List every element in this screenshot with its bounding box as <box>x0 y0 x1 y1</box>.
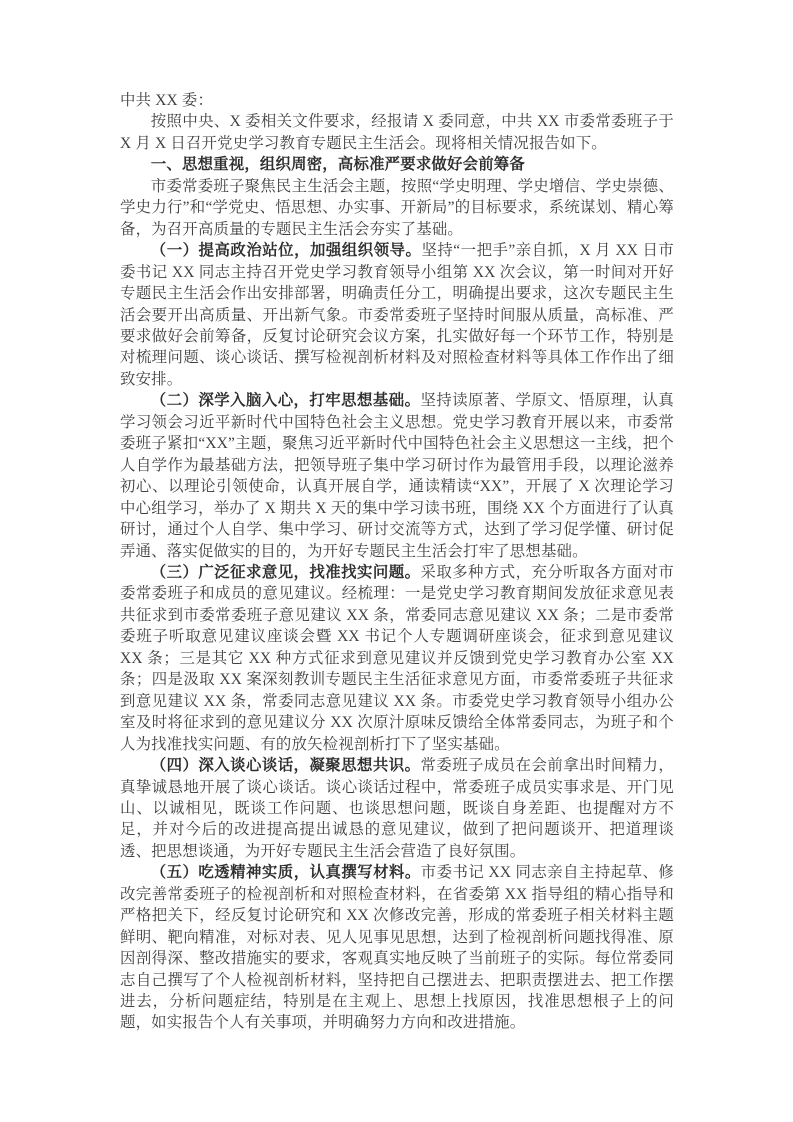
paragraph-text: 常委班子成员在会前拿出时间精力，真挚诚恳地开展了谈心谈话。谈心谈话过程中，常委班子成员实事求是、开门见山、以诚相见，既谈工作问题、也谈思想问题，既谈自身差距、也提醒对方不足，并对今后的改进提高提出诚恳的意见建议，做到了把问题谈开、把道理谈透、把思想谈通，为开好专题民主生活会营造了良好氛围。 <box>120 757 674 860</box>
paragraph-text: 采取多种方式，充分听取各方面对市委常委班子和成员的意见建议。经梳理：一是党史学习教育期间发放征求意见表共征求到市委常委班子意见建议 XX 条，常委同志意见建议 XX 条；二是市委常委班子听取意见建议座谈会暨 XX 书记个人专题调研座谈会，征求到意见建议 XX 条；三是其它 XX 种方式征求到意见建议并反馈到党史学习教育办公室 XX 条；四是汲取 XX 案深刻教训专题民主生活征求意见方面，市委常委班子共征求到意见建议 XX 条，常委同志意见建议 XX 条。市委党史学习教育领导小组办公室及时将征求到的意见建议分 XX 次原汁原味反馈给全体常委同志，为班子和个人为找准找实问题、有的放矢检视剖析打下了坚实基础。 <box>120 563 674 753</box>
body-paragraph <box>120 390 674 562</box>
paragraph-lead: （五）吃透精神实质，认真撰写材料。 <box>150 864 421 882</box>
paragraph-text: 市委常委班子聚焦民主生活会主题，按照“学史明理、学史增信、学史崇德、学史力行”和“学党史、悟思想、办实事、开新局”的目标要求，系统谋划、精心筹备，为召开高质量的专题民主生活会夯实了基础。 <box>120 177 674 238</box>
paragraph-lead: （三）广泛征求意见，找准找实问题。 <box>150 563 421 581</box>
paragraph-lead: （一）提高政治站位，加强组织领导。 <box>150 242 422 260</box>
paragraph-text: 市委书记 XX 同志亲自主持起草、修改完善常委班子的检视剖析和对照检查材料，在省委第 XX 指导组的精心指导和严格把关下，经反复讨论研究和 XX 次修改完善，形成的常委班子相关材料主题鲜明、靶向精准，对标对表、见人见事见思想，达到了检视剖析问题找得准、原因剖得深、整改措施实的要求，客观真实地反映了当前班子的实际。每位常委同志自己撰写了个人检视剖析材料，坚持把自己摆进去、把职责摆进去、把工作摆进去，分析问题症结，特别是在主观上、思想上找原因，找准思想根子上的问题，如实报告个人有关事项，并明确努力方向和改进措施。 <box>120 864 674 1032</box>
body-paragraph <box>120 240 674 390</box>
body-paragraph <box>120 562 674 755</box>
body-paragraph <box>120 176 674 240</box>
body-paragraph <box>120 755 674 862</box>
paragraph-lead: （四）深入谈心谈话，凝聚思想共识。 <box>150 757 421 775</box>
paragraph-lead: （二）深学入脑入心，打牢思想基础。 <box>150 392 421 410</box>
paragraph-text: 坚持读原著、学原文、悟原理，认真学习领会习近平新时代中国特色社会主义思想。党史学习教育开展以来，市委常委班子紧扣“XX”主题，聚焦习近平新时代中国特色社会主义思想这一主线，把个人自学作为最基础方法，把领导班子集中学习研讨作为最管用手段，以理论滋养初心、以理论引领使命，认真开展自学，通读精读“XX”，开展了 X 次理论学习中心组学习，举办了 X 期共 X 天的集中学习读书班，围绕 XX 个方面进行了认真研讨，通过个人自学、集中学习、研讨交流等方式，达到了学习促学懂、研讨促弄通、落实促做实的目的，为开好专题民主生活会打牢了思想基础。 <box>120 392 674 560</box>
intro-paragraph: 按照中央、X 委相关文件要求，经报请 X 委同意，中共 XX 市委常委班子于 X 月 X 日召开党史学习教育专题民主生活会。现将相关情况报告如下。 <box>120 113 674 152</box>
body-paragraph <box>120 862 674 1034</box>
paragraph-text: 坚持“一把手”亲自抓，X 月 XX 日市委书记 XX 同志主持召开党史学习教育领导小组第 XX 次会议，第一时间对开好专题民主生活会作出安排部署，明确责任分工，明确提出要求，这次专题民主生活会要开出高质量、开出新气象。市委常委班子坚持时间服从质量，高标准、严要求做好会前筹备，反复讨论研究会议方案，扎实做好每一个环节工作，特别是对梳理问题、谈心谈话、撰写检视剖析材料及对照检查材料等具体工作作出了细致安排。 <box>120 242 674 388</box>
section-heading: 一、思想重视，组织周密，高标准严要求做好会前筹备 <box>150 156 525 174</box>
salutation: 中共 XX 委： <box>120 92 214 109</box>
